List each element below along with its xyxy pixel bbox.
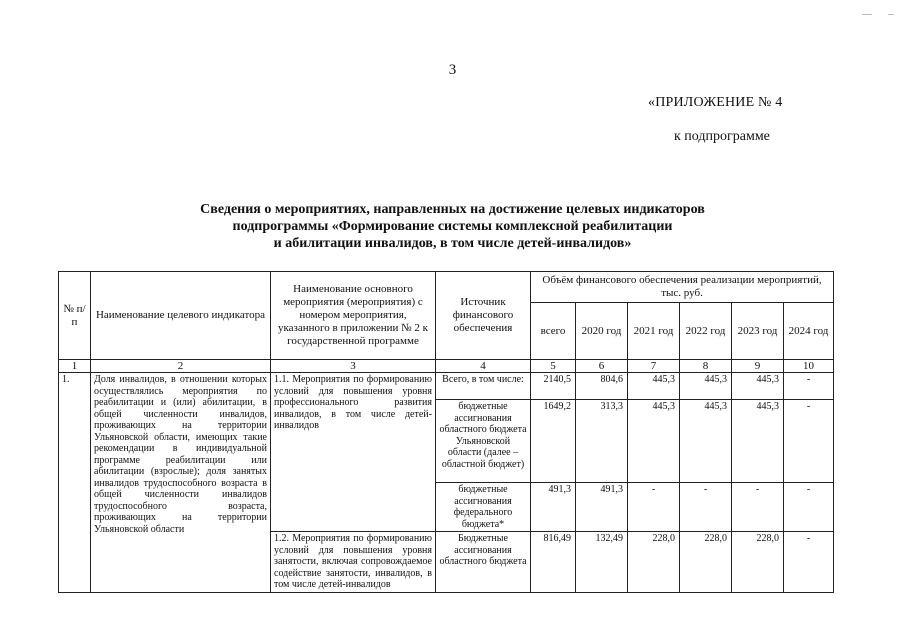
funding-2021: 445,3 [628,373,680,400]
table-row [59,373,834,400]
document-title-line-3: и абилитации инвалидов, в том числе детей-инвалидов» [273,236,632,251]
page-number: 3 [448,62,457,78]
document-title-line-2: подпрограммы «Формирование системы комплексной реабилитации [232,219,673,234]
funding-2022: 445,3 [680,400,732,483]
funding-2023: 228,0 [732,532,784,593]
funding-2023: - [732,483,784,532]
funding-2020: 804,6 [576,373,628,400]
funding-total: 816,49 [531,532,576,593]
measure-1-1: 1.1. Мероприятия по формированию условий для повышения уровня профессионального развития инвалидов, в том числе детей-инвалидов [271,373,436,532]
header-total: всего [531,303,576,360]
funding-2024: - [784,483,834,532]
header-2023: 2023 год [732,303,784,360]
funding-2020: 313,3 [576,400,628,483]
funding-2021: 228,0 [628,532,680,593]
header-2024: 2024 год [784,303,834,360]
funding-2024: - [784,532,834,593]
header-indicator: Наименование целевого индикатора [91,272,271,360]
funding-2020: 491,3 [576,483,628,532]
funding-2020: 132,49 [576,532,628,593]
indicator-name: Доля инвалидов, в отношении которых осуществлялись мероприятия по реабилитации и (или) абилитации, в общей численности инвалидов, проживающих на территории Ульяновской области, имеющих такие рекомендации в индивидуальной программе реабилитации или абилитации (взрослые); доля занятых инвалидов трудоспособного возраста в общей численности инвалидов трудоспособного возраста, проживающих на территории Ульяновской области [91,373,271,593]
col-number: 6 [576,360,628,373]
column-numbers-row [59,360,834,373]
header-row-1 [59,272,834,303]
col-number: 1 [59,360,91,373]
header-2021: 2021 год [628,303,680,360]
header-funding-group: Объём финансового обеспечения реализации мероприятий, тыс. руб. [531,272,834,303]
funding-2023: 445,3 [732,373,784,400]
funding-2024: - [784,373,834,400]
header-2022: 2022 год [680,303,732,360]
measure-1-2: 1.2. Мероприятия по формированию условий для повышения уровня занятости, включая сопровождаемое содействие занятости, инвалидов, в том числе детей-инвалидов [271,532,436,593]
col-number: 8 [680,360,732,373]
header-source: Источник финансового обеспечения [436,272,531,360]
funding-source: Всего, в том числе: [436,373,531,400]
funding-2022: 228,0 [680,532,732,593]
col-number: 9 [732,360,784,373]
col-number: 3 [271,360,436,373]
measures-table [58,271,834,593]
col-number: 7 [628,360,680,373]
document-title-line-1: Сведения о мероприятиях, направленных на достижение целевых индикаторов [200,202,705,217]
funding-2023: 445,3 [732,400,784,483]
col-number: 5 [531,360,576,373]
funding-total: 491,3 [531,483,576,532]
col-number: 2 [91,360,271,373]
appendix-title: «ПРИЛОЖЕНИЕ № 4 [648,95,783,110]
header-measure: Наименование основного мероприятия (мероприятия) с номером мероприятия, указанного в приложении № 2 к государственной программе [271,272,436,360]
funding-total: 2140,5 [531,373,576,400]
header-num: № п/п [59,272,91,360]
funding-2021: 445,3 [628,400,680,483]
funding-2022: - [680,483,732,532]
document-title [0,201,905,252]
funding-2021: - [628,483,680,532]
col-number: 4 [436,360,531,373]
funding-source: Бюджетные ассигнования областного бюджета [436,532,531,593]
funding-source: бюджетные ассигнования федерального бюджета* [436,483,531,532]
funding-total: 1649,2 [531,400,576,483]
appendix-subtitle: к подпрограмме [674,129,770,144]
funding-2024: - [784,400,834,483]
scan-mark [862,14,872,15]
funding-2022: 445,3 [680,373,732,400]
header-2020: 2020 год [576,303,628,360]
scan-mark [888,14,894,15]
funding-source: бюджетные ассигнования областного бюджета Ульяновской области (далее – областной бюджет) [436,400,531,483]
row-number: 1. [59,373,91,593]
col-number: 10 [784,360,834,373]
